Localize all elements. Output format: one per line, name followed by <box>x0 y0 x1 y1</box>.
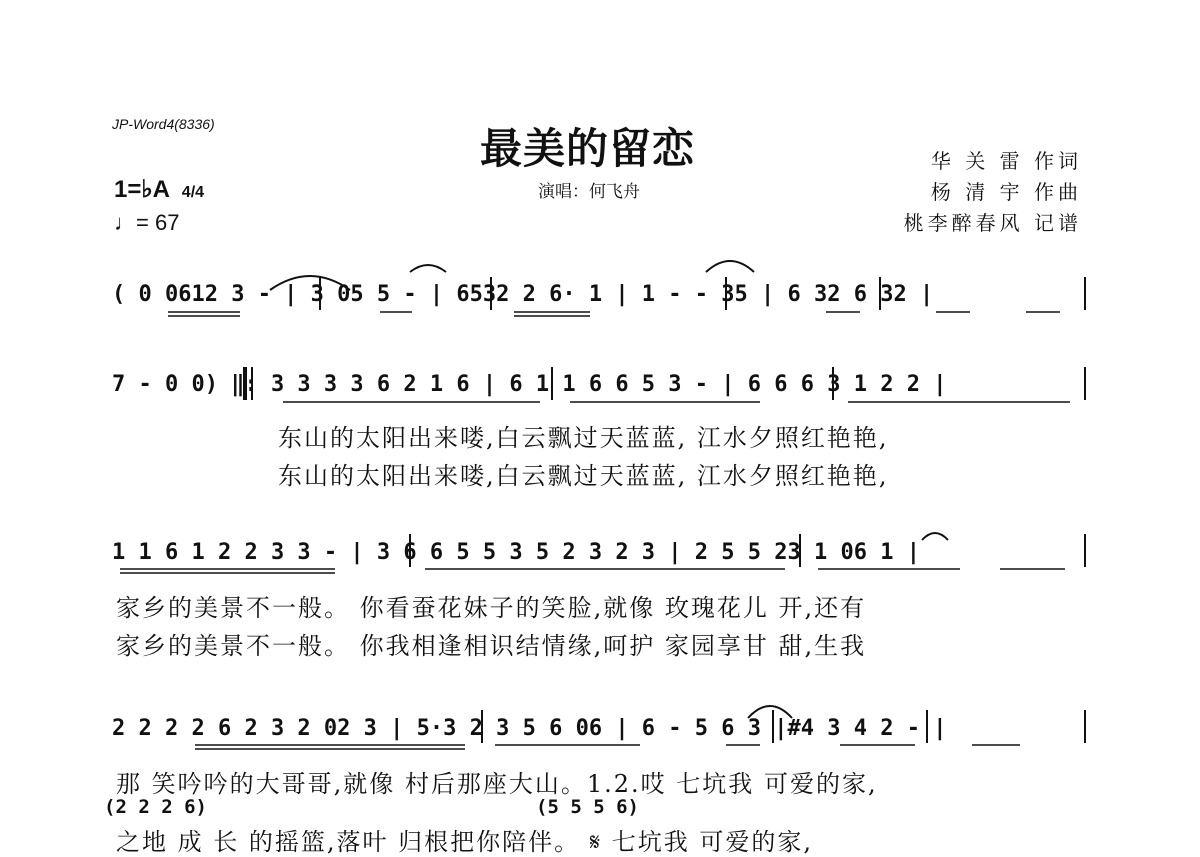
lyrics-row-2-verse-2: 东山的太阳出来喽,白云飘过天蓝蓝, 江水夕照红艳艳, <box>278 462 889 490</box>
notation-row-2: 7 - 0 0) ‖: 3 3 3 3 6 2 1 6 | 6 1 1 6 6 5 3 - | 6 6 6 3 1 2 2 | <box>112 372 947 397</box>
time-signature: 4/4 <box>181 184 205 201</box>
notation-row-4: 2 2 2 2 6 2 3 2 02 3 | 5·3 2 3 5 6 06 | 6 - 5 6 3 |#4 3 4 2 - | <box>112 716 947 741</box>
singer-credit: 演唱：何飞舟 <box>538 182 640 202</box>
transcriber-credit: 桃李醉春风 记谱 <box>903 211 1082 235</box>
software-credit: JP-Word4(8336) <box>112 116 215 132</box>
lyrics-row-4-verse-1: 那 笑吟吟的大哥哥,就像 村后那座大山。1.2.哎 七坑我 可爱的家, <box>116 770 878 798</box>
alt-notes-left: (2 2 2 6) <box>104 796 207 818</box>
notation-row-1: ( 0 0612 3 - | 3 05 5 - | 6532 2 6· 1 | 1 - - 35 | 6 32 6 32 | <box>112 282 934 307</box>
lyrics-row-3-verse-1: 家乡的美景不一般。 你看蚕花妹子的笑脸,就像 玫瑰花儿 开,还有 <box>116 594 867 622</box>
alt-notes-right: (5 5 5 6) <box>536 796 639 818</box>
key-label: 1=♭A <box>114 176 170 203</box>
tempo-marking: ♩= 67 <box>114 210 180 235</box>
composer-credit: 杨 清 宇 作曲 <box>930 180 1082 204</box>
lyricist-credit: 华 关 雷 作词 <box>930 149 1082 173</box>
key-signature <box>114 175 204 204</box>
notation-row-3: 1 1 6 1 2 2 3 3 - | 3 6 6 5 5 3 5 2 3 2 3 | 2 5 5 23 1 06 1 | <box>112 540 920 565</box>
lyrics-row-3-verse-2: 家乡的美景不一般。 你我相逢相识结情缘,呵护 家园享甘 甜,生我 <box>116 632 867 660</box>
song-title: 最美的留恋 <box>480 124 696 173</box>
lyrics-row-4-verse-2: 之地 成 长 的摇篮,落叶 归根把你陪伴。 𝄋 七坑我 可爱的家, <box>116 828 813 856</box>
lyrics-row-2-verse-1: 东山的太阳出来喽,白云飘过天蓝蓝, 江水夕照红艳艳, <box>278 424 889 452</box>
